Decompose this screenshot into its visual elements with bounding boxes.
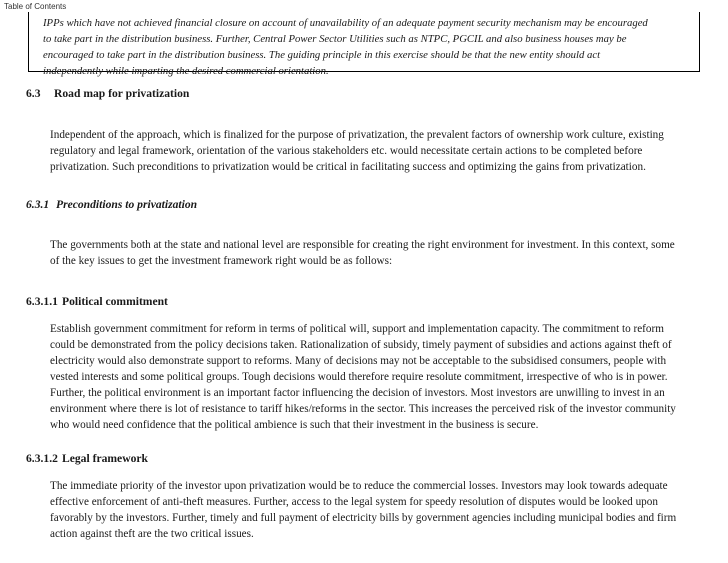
- paragraph-line: The immediate priority of the investor upon privatization would be to reduce the commercial losses. Investors may look towards adequate: [50, 480, 668, 492]
- paragraph-line: privatization. Such preconditions to privatization would be critical in facilitating success and optimizing the gains from privatization.: [50, 161, 646, 173]
- section-number: 6.3.1.2: [26, 452, 58, 465]
- paragraph-line: Further, the political environment is an important factor influencing the decision of investors. Most investors are unwilling to invest in an: [50, 387, 665, 399]
- section-number: 6.3.1: [26, 198, 50, 211]
- paragraph-line: environment where there is lot of resistance to tariff hikes/reforms in the sector. This increases the perceived risk of the investor community: [50, 403, 676, 415]
- paragraph-line: The governments both at the state and national level are responsible for creating the right environment for investment. In this context, some: [50, 239, 675, 251]
- paragraph-line: action against theft are the two critical issues.: [50, 528, 254, 540]
- section-number: 6.3: [26, 87, 41, 100]
- section-6-3-1-1-paragraph: [50, 321, 676, 433]
- paragraph-line: who would need confidence that the political ambience is such that their investment in the business is secure.: [50, 419, 539, 431]
- section-6-3-1-heading: [26, 198, 197, 212]
- intro-note-line: independently while imparting the desired commercial orientation.: [43, 65, 329, 77]
- paragraph-line: vested interests and some political groups. Tough decisions would therefore require resolute commitment, irrespective of who is in power.: [50, 371, 668, 383]
- paragraph-line: favorably by the investors. Further, timely and full payment of electricity bills by government agencies including municipal bodies and firm: [50, 512, 677, 524]
- section-title: Political commitment: [62, 295, 168, 308]
- section-6-3-paragraph: [50, 127, 664, 175]
- paragraph-line: Independent of the approach, which is finalized for the purpose of privatization, the prevalent factors of ownership work culture, existing: [50, 129, 664, 141]
- paragraph-line: Establish government commitment for reform in terms of political will, support and implementation capacity. The commitment to reform: [50, 323, 664, 335]
- section-6-3-heading: [26, 87, 189, 101]
- section-title: Legal framework: [62, 452, 148, 465]
- table-of-contents-link[interactable]: Table of Contents: [4, 2, 67, 11]
- section-title: Preconditions to privatization: [56, 198, 198, 211]
- paragraph-line: of the key issues to get the investment framework right would be as follows:: [50, 255, 393, 267]
- paragraph-line: effective enforcement of anti-theft measures. Further, access to the legal system for speedy resolution of disputes would be looked upon: [50, 496, 658, 508]
- intro-note-line: IPPs which have not achieved financial closure on account of unavailability of an adequate payment security mechanism may be encouraged: [43, 17, 648, 29]
- intro-note-line: to take part in the distribution business. Further, Central Power Sector Utilities such as NTPC, PGCIL and also business houses may be: [43, 33, 627, 45]
- section-6-3-1-1-heading: [26, 295, 168, 309]
- section-6-3-1-paragraph: [50, 237, 675, 269]
- section-6-3-1-2-heading: [26, 452, 148, 466]
- intro-note-line: encouraged to take part in the distribution business. The guiding principle in this exercise should be that the new entity should act: [43, 49, 601, 61]
- section-title: Road map for privatization: [54, 87, 190, 100]
- paragraph-line: regulatory and legal framework, orientation of the various stakeholders etc. would necessitate certain actions to be completed before: [50, 145, 643, 157]
- paragraph-line: could be demonstrated from the policy decisions taken. Rationalization of subsidy, timely payment of subsidies and actions against theft of: [50, 339, 672, 351]
- intro-note-box: [28, 12, 700, 77]
- paragraph-line: electricity would also demonstrate support to reforms. Many of decisions may not be acceptable to the subsidised consumers, people with: [50, 355, 667, 367]
- section-6-3-1-2-paragraph: [50, 478, 676, 542]
- section-number: 6.3.1.1: [26, 295, 58, 308]
